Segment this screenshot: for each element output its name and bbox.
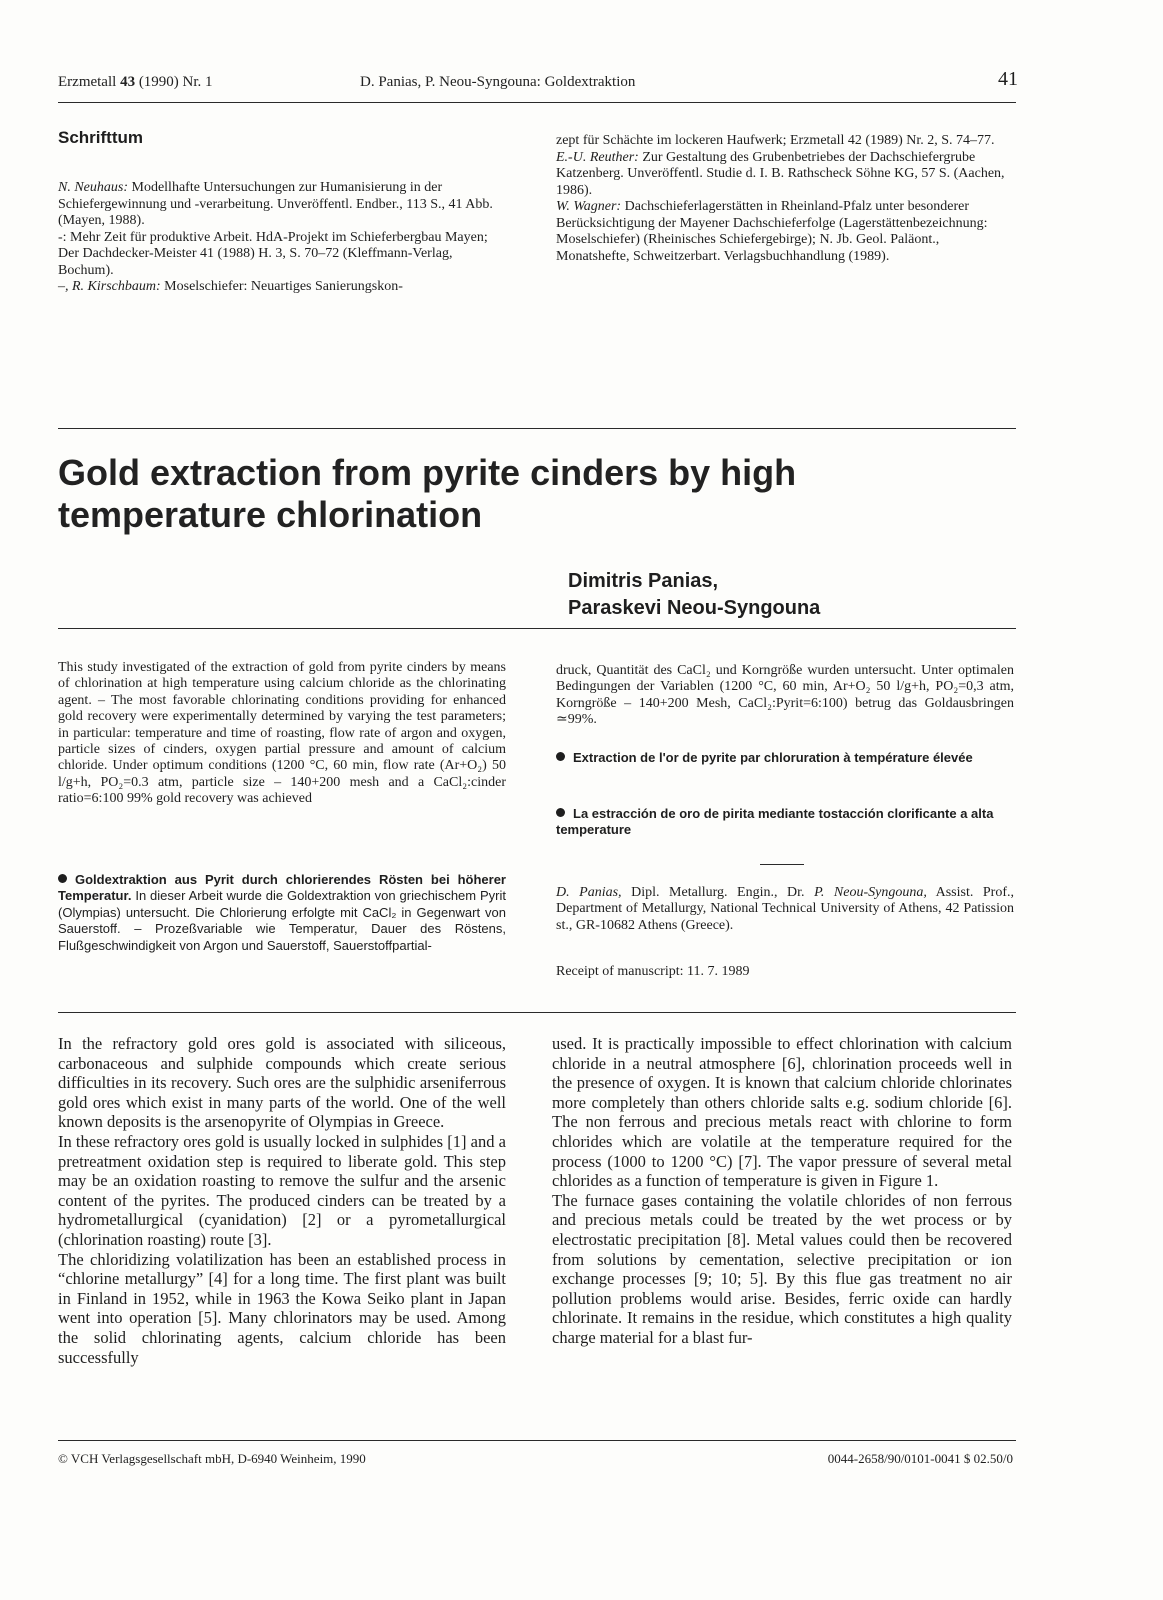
affiliation: D. Panias, Dipl. Metallurg. Engin., Dr. P. Neou-Syngouna, Assist. Prof., Department of Metallurgy, National Technical University of Athens, 42 Patission st., GR-10682 Athens (Greece). xyxy=(556,885,1014,933)
abstract-french: Extraction de l'or de pyrite par chloruration à température élevée xyxy=(556,750,1014,766)
journal-info xyxy=(58,74,213,91)
german-heading: Goldextraktion aus Pyrit durch chlorierendes Rösten bei höherer Temperatur. xyxy=(58,872,506,904)
reference-item: W. Wagner: Dachschieferlagerstätten in Rheinland-Pfalz unter besonderer Berücksichtigung der Mayener Dachschieferfolge (Lagerstättenbezeichnung: Moselschiefer) (Rheinisches Schiefergebirge); N. Jb. Geol. Paläont., Monatshefte, Schweitzerbart. Verlagsbuchhandlung (1989). xyxy=(556,199,988,264)
title-bottom-rule xyxy=(58,628,1016,629)
author-1: Dimitris Panias, xyxy=(568,570,719,592)
article-code: 0044-2658/90/0101-0041 $ 02.50/0 xyxy=(827,1451,1013,1466)
references-right xyxy=(556,133,1014,265)
reference-item: E.-U. Reuther: Zur Gestaltung des Grubenbetriebes der Dachschiefergrube Katzenberg. Unveröffentl. Studie d. I. B. Rathscheck Söhne KG, 57 S. (Aachen, 1986). xyxy=(556,149,1005,198)
body-paragraph: In the refractory gold ores gold is associated with siliceous, carbonaceous and sulphide compounds which create serious difficulties in its recovery. Such ores are the sulphidic arseniferrous gold ores which exist in many parts of the world. One of the well known deposits is the arsenopyrite of Olympias in Greece. xyxy=(58,1034,506,1132)
body-paragraph: In these refractory ores gold is usually locked in sulphides [1] and a pretreatment oxidation step is required to liberate gold. This step may be an oxidation roasting to remove the sulfur and the arsenic content of the pyrites. The produced cinders can be treated by a hydrometallurgical (cyanidation) [2] or a pyrometallurgical (chlorination roasting) route [3]. xyxy=(58,1131,506,1249)
title-top-rule xyxy=(58,428,1016,429)
body-paragraph: The furnace gases containing the volatile chlorides of non ferrous and precious metals could be treated by the wet process or by electrostatic precipitation [8]. Metal values could then be recovered from solutions by cementation, selective precipitation or ion exchange processes [9; 10; 5]. By this flue gas treatment no air pollution problems would arise. Besides, ferric oxide can hardly chlorinate. It remains in the residue, which constitutes a high quality charge material for a blast fur- xyxy=(552,1190,1012,1347)
references-left xyxy=(58,180,508,296)
receipt-date: Receipt of manuscript: 11. 7. 1989 xyxy=(556,964,750,979)
bullet-icon xyxy=(556,752,565,761)
copyright: © VCH Verlagsgesellschaft mbH, D-6940 Weinheim, 1990 xyxy=(58,1451,366,1466)
abstract-spanish: La estracción de oro de pirita mediante tostacción clorificante a alta temperature xyxy=(556,806,994,838)
body-left-column xyxy=(58,1034,506,1367)
abstract-german xyxy=(58,872,506,954)
reference-item: N. Neuhaus: Modellhafte Untersuchungen zur Humanisierung in der Schiefergewinnung und -verarbeitung. Unveröffentl. Endber., 113 S., 41 Abb. (Mayen, 1988). xyxy=(58,180,493,228)
abstract-english: This study investigated of the extraction of gold from pyrite cinders by means of chlorination at high temperature using calcium chloride as the chlorinating agent. – The most favorable chlorinating conditions providing for enhanced gold recovery were experimentally determined by varying the test parameters; in particular: temperature and time of roasting, flow rate of argon and oxygen, particle sizes of cinders, oxygen partial pressure and amount of calcium chloride. Under optimum conditions (1200 °C, 60 min, flow rate (Ar+O₂) 50 l/g+h, PO₂=0.3 atm, particle size – 140+200 mesh and a CaCl₂:cinder ratio=6:100 99% gold recovery was achieved xyxy=(58,660,506,807)
reference-item: –, R. Kirschbaum: Moselschiefer: Neuartiges Sanierungskon- xyxy=(58,279,403,294)
short-divider xyxy=(760,864,804,865)
header-rule xyxy=(58,102,1016,103)
bullet-icon xyxy=(556,808,565,817)
footer-rule xyxy=(58,1440,1016,1441)
reference-item: -: Mehr Zeit für produktive Arbeit. HdA-Projekt im Schieferbergbau Mayen; Der Dachdecker-Meister 41 (1988) H. 3, S. 70–72 (Kleffmann-Verlag, Bochum). xyxy=(58,229,488,278)
authors xyxy=(568,568,820,622)
journal-issue: (1990) Nr. 1 xyxy=(138,74,213,90)
running-title: D. Panias, P. Neou-Syngouna: Goldextraktion xyxy=(360,74,636,90)
author-2: Paraskevi Neou-Syngouna xyxy=(568,597,821,619)
reference-item: zept für Schächte im lockeren Haufwerk; Erzmetall 42 (1989) Nr. 2, S. 74–77. xyxy=(556,133,995,148)
body-paragraph: The chloridizing volatilization has been an established process in “chlorine metallurgy” [4] for a long time. The first plant was built in Finland in 1952, while in 1963 the Kowa Seiko plant in Japan went into operation [5]. Many chlorinators may be used. Among the solid chlorinating agents, calcium chloride has been successfully xyxy=(58,1249,506,1367)
article-title: Gold extraction from pyrite cinders by high temperature chlorination xyxy=(58,452,797,535)
abstract-german-continued: druck, Quantität des CaCl₂ und Korngröße wurden untersucht. Unter optimalen Bedingungen der Variablen (1200 °C, 60 min, Ar+O₂ 50 l/g+h, PO₂=0,3 atm, Korngröße – 140+200 Mesh, CaCl₂:Pyrit=6:100) betrug das Goldausbringen ≃99%. xyxy=(556,663,1014,728)
abstract-bottom-rule xyxy=(58,1012,1016,1013)
german-text: In dieser Arbeit wurde die Goldextraktion von griechischem Pyrit (Olympias) untersucht. Die Chlorierung erfolgte mit CaCl₂ in Gegenwart von Sauerstoff. – Prozeßvariable wie Temperatur, Dauer des Röstens, Flußgeschwindigkeit von Argon und Sauerstoff, Sauerstoffpartial- xyxy=(58,888,506,953)
body-paragraph: used. It is practically impossible to effect chlorination with calcium chloride in a neutral atmosphere [6], chlorination proceeds well in the presence of oxygen. It is known that calcium chloride chlorinates more completely than others chloride salts e.g. sodium chloride [6]. The non ferrous and precious metals react with chlorine to form chlorides which are volatile at the temperature required for the process (1000 to 1200 °C) [7]. The vapor pressure of several metal chlorides as a function of temperature is given in Figure 1. xyxy=(552,1034,1012,1191)
references-heading: Schrifttum xyxy=(58,128,143,147)
body-right-column xyxy=(552,1034,1012,1348)
page-number: 41 xyxy=(998,68,1018,90)
bullet-icon xyxy=(58,874,67,883)
journal-name: Erzmetall xyxy=(58,74,117,90)
journal-volume: 43 xyxy=(120,74,136,90)
